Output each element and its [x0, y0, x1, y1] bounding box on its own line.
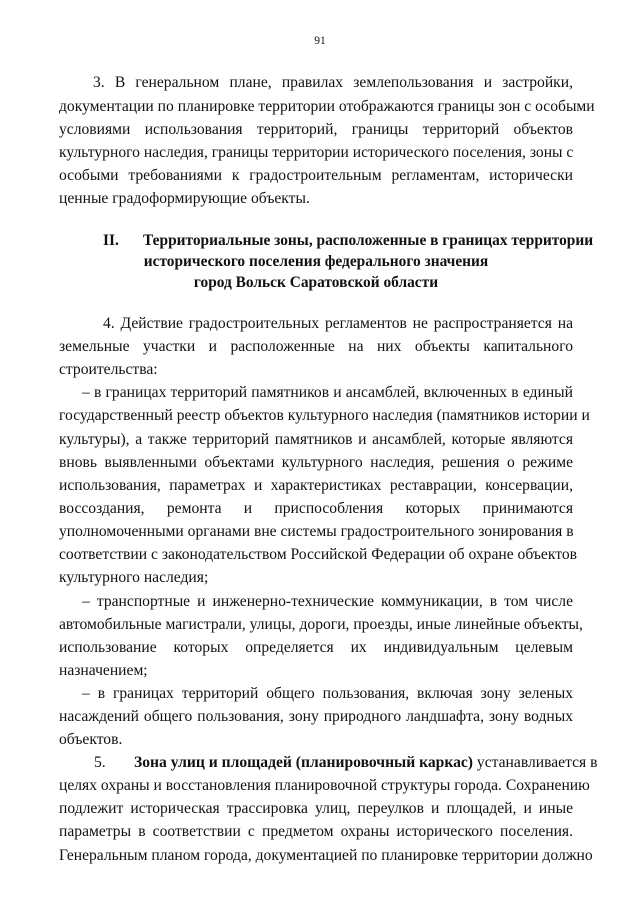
- section-number: II.: [103, 232, 119, 249]
- section-title-line-2: исторического поселения федерального значения: [143, 253, 489, 270]
- text-line: объектов.: [59, 731, 123, 748]
- text-line: – транспортные и инженерно-технические коммуникации, в том числе: [82, 593, 573, 610]
- text-line: земельные участки и расположенные на них объекты капитального: [59, 338, 573, 355]
- text-line: назначением;: [59, 662, 148, 679]
- section-title-line-1: Территориальные зоны, расположенные в границах территории: [143, 232, 594, 249]
- text-line: целях охраны и восстановления планировочной структуры города. Сохранению: [59, 777, 590, 794]
- text-line: использования, параметрах и характеристиках реставрации, консервации,: [59, 477, 573, 494]
- paragraph-number: 5.: [94, 754, 106, 771]
- text-line: использование которых определяется их индивидуальным целевым: [59, 639, 573, 656]
- text-line: ценные градоформирующие объекты.: [59, 190, 310, 207]
- text-line: вновь выявленными объектами культурного наследия, решения о режиме: [59, 454, 573, 471]
- text-line: 5. Зона улиц и площадей (планировочный каркас) устанавливается в: [94, 751, 573, 775]
- text-line: воссоздания, ремонта и приспособления которых принимаются: [59, 500, 573, 517]
- page-number: 91: [314, 35, 326, 47]
- text-line: – в границах территорий памятников и ансамблей, включенных в единый: [82, 384, 573, 401]
- text-line: 3. В генеральном плане, правилах землепользования и застройки,: [93, 74, 573, 91]
- text-line: условиями использования территорий, границы территорий объектов: [59, 121, 573, 138]
- text-line: автомобильные магистрали, улицы, дороги, проезды, иные линейные объекты,: [59, 616, 583, 633]
- text-line: культуры), а также территорий памятников и ансамблей, которые являются: [59, 431, 573, 448]
- text-line: строительства:: [59, 361, 158, 378]
- text-line: подлежит историческая трассировка улиц, переулков и площадей, и иные: [59, 800, 573, 817]
- text-line: особыми требованиями к градостроительным регламентам, исторически: [59, 167, 573, 184]
- text-line: соответствии с законодательством Российской Федерации об охране объектов: [59, 546, 577, 563]
- text-line: государственный реестр объектов культурного наследия (памятников истории и: [59, 407, 590, 424]
- text-line: культурного наследия, границы территории исторического поселения, зоны с: [59, 144, 574, 161]
- text-line: параметры в соответствии с предметом охраны исторического поселения.: [59, 823, 573, 840]
- bold-term: Зона улиц и площадей (планировочный каркас): [134, 754, 473, 771]
- text-line: уполномоченными органами вне системы градостроительного зонирования в: [59, 523, 574, 540]
- text-line: насаждений общего пользования, зону природного ландшафта, зону водных: [59, 708, 573, 725]
- section-title-line-3: город Вольск Саратовской области: [193, 274, 439, 291]
- text-line: – в границах территорий общего пользования, включая зону зеленых: [82, 685, 573, 702]
- text-line: культурного наследия;: [59, 569, 209, 586]
- text-line: 4. Действие градостроительных регламентов не распространяется на: [103, 315, 573, 332]
- text-line: документации по планировке территории отображаются границы зон с особыми: [59, 98, 595, 115]
- text-line: Генеральным планом города, документацией по планировке территории должно: [59, 847, 593, 864]
